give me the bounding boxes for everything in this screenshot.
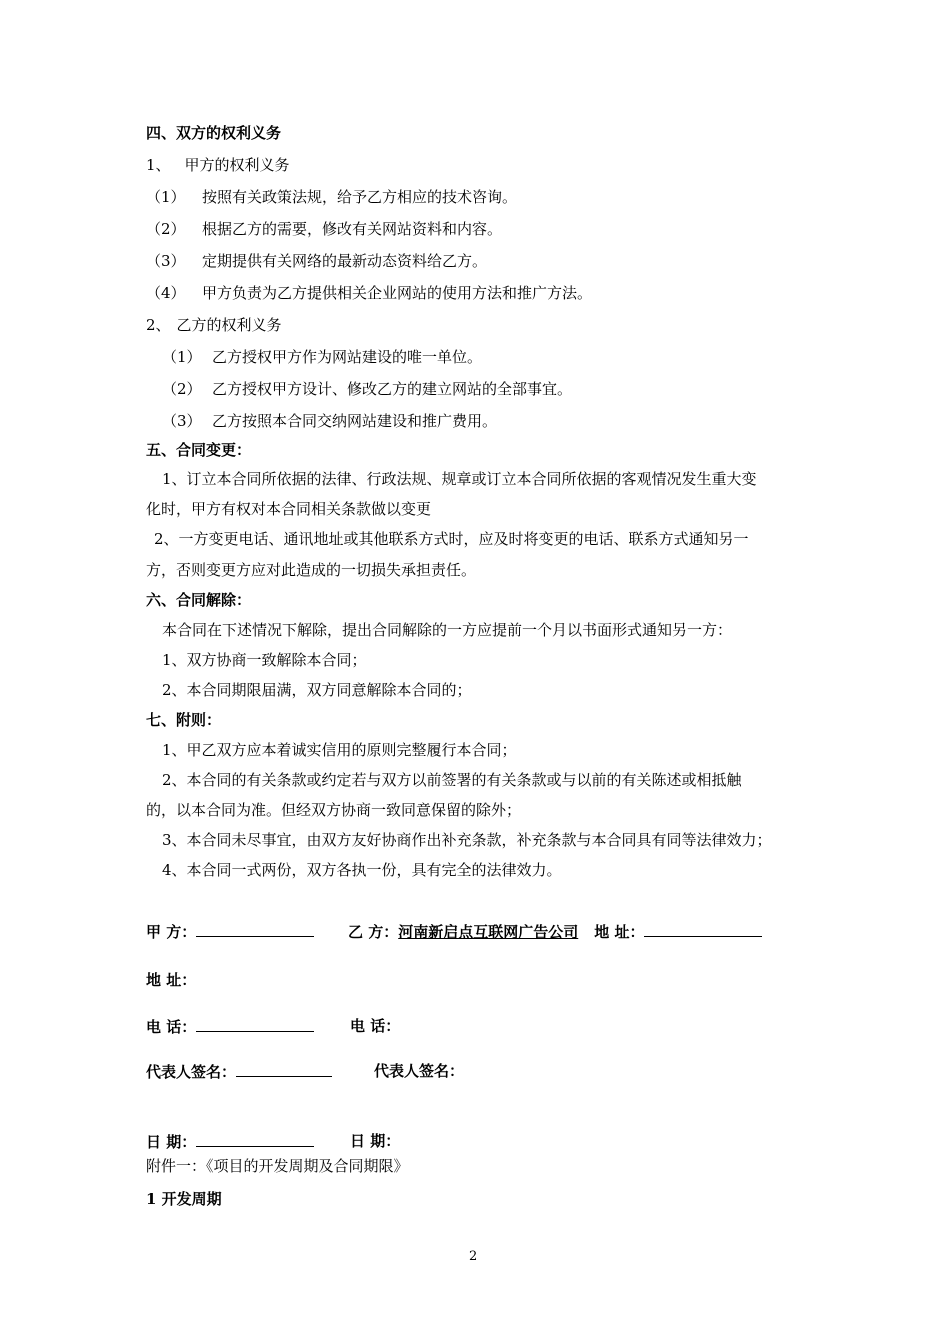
party-b-label: 乙 方： (348, 923, 399, 941)
section-7-item-continuation: 的，以本合同为准。但经双方协商一致同意保留的除外； (146, 801, 522, 819)
section-6-item: 1、双方协商一致解除本合同； (162, 651, 367, 669)
item-text: 乙方授权甲方设计、修改乙方的建立网站的全部事宜。 (212, 380, 573, 398)
item-number: （2） (146, 220, 186, 238)
party-b-item (162, 412, 497, 430)
item-number: （1） (146, 188, 186, 206)
page-number: 2 (469, 1249, 478, 1264)
section-5-paragraph-1-line-2: 化时，甲方有权对本合同相关条款做以变更 (146, 500, 432, 518)
address-blank[interactable] (644, 922, 762, 937)
rep-b-label: 代表人签名： (374, 1062, 465, 1080)
party-b-item (162, 380, 572, 398)
item-number: （3） (162, 412, 202, 430)
rep-a-blank[interactable] (236, 1062, 332, 1077)
party-b-name: 河南新启点互联网广告公司 (398, 923, 579, 941)
party-a-phone-line (146, 1017, 314, 1036)
party-b-heading (146, 316, 282, 334)
address-label: 地 址： (146, 971, 197, 989)
section-7-heading: 七、附则： (146, 711, 222, 729)
item-text: 定期提供有关网络的最新动态资料给乙方。 (202, 252, 488, 270)
phone-a-label: 电 话： (146, 1018, 197, 1036)
item-number: （2） (162, 380, 202, 398)
party-a-signature-line (146, 922, 314, 941)
section-7-item: 2、本合同的有关条款或约定若与双方以前签署的有关条款或与以前的有关陈述或相抵触 (162, 771, 742, 789)
phone-b-label: 电 话： (350, 1017, 401, 1035)
party-a-label: 甲 方： (146, 923, 197, 941)
item-text: 乙方授权甲方作为网站建设的唯一单位。 (212, 348, 483, 366)
date-b-label: 日 期： (350, 1132, 401, 1150)
party-b-label: 2、 (146, 316, 171, 334)
item-number: （1） (162, 348, 202, 366)
party-b-signature-line (348, 922, 762, 941)
party-a-heading (146, 156, 290, 174)
party-a-rep-line (146, 1062, 332, 1081)
party-b-item (162, 348, 482, 366)
section-7-item: 3、本合同未尽事宜，由双方友好协商作出补充条款，补充条款与本合同具有同等法律效力； (162, 831, 772, 849)
section-5-heading: 五、合同变更： (146, 441, 252, 459)
party-a-item (146, 252, 487, 270)
appendix-section-1: 1 开发周期 (146, 1190, 222, 1208)
party-a-label: 1、 (146, 156, 171, 174)
date-a-blank[interactable] (196, 1132, 314, 1147)
party-a-title: 甲方的权利义务 (184, 156, 290, 174)
party-a-item (146, 220, 502, 238)
item-text: 按照有关政策法规，给予乙方相应的技术咨询。 (202, 188, 518, 206)
section-5-paragraph-2-line-1: 2、一方变更电话、通讯地址或其他联系方式时，应及时将变更的电话、联系方式通知另一 (154, 530, 749, 548)
party-a-blank[interactable] (196, 922, 314, 937)
party-a-item (146, 188, 517, 206)
section-7-item: 1、甲乙双方应本着诚实信用的原则完整履行本合同； (162, 741, 517, 759)
party-a-date-line (146, 1132, 314, 1151)
date-a-label: 日 期： (146, 1133, 197, 1151)
item-text: 乙方按照本合同交纳网站建设和推广费用。 (212, 412, 498, 430)
section-6-intro: 本合同在下述情况下解除，提出合同解除的一方应提前一个月以书面形式通知另一方： (162, 621, 733, 639)
item-text: 根据乙方的需要，修改有关网站资料和内容。 (202, 220, 503, 238)
item-number: （4） (146, 284, 186, 302)
phone-a-blank[interactable] (196, 1017, 314, 1032)
item-number: （3） (146, 252, 186, 270)
party-a-item (146, 284, 592, 302)
section-5-paragraph-2-line-2: 方，否则变更方应对此造成的一切损失承担责任。 (146, 561, 477, 579)
appendix-title: 附件一：《项目的开发周期及合同期限》 (146, 1157, 409, 1175)
rep-a-label: 代表人签名： (146, 1063, 237, 1081)
section-6-heading: 六、合同解除： (146, 591, 252, 609)
address-label-inline: 地 址： (594, 923, 645, 941)
item-text: 甲方负责为乙方提供相关企业网站的使用方法和推广方法。 (202, 284, 593, 302)
section-6-item: 2、本合同期限届满，双方同意解除本合同的； (162, 681, 472, 699)
section-5-paragraph-1-line-1: 1、订立本合同所依据的法律、行政法规、规章或订立本合同所依据的客观情况发生重大变 (162, 470, 757, 488)
section-4-heading: 四、双方的权利义务 (146, 124, 282, 142)
section-7-item: 4、本合同一式两份，双方各执一份，具有完全的法律效力。 (162, 861, 562, 879)
party-b-title: 乙方的权利义务 (176, 316, 282, 334)
